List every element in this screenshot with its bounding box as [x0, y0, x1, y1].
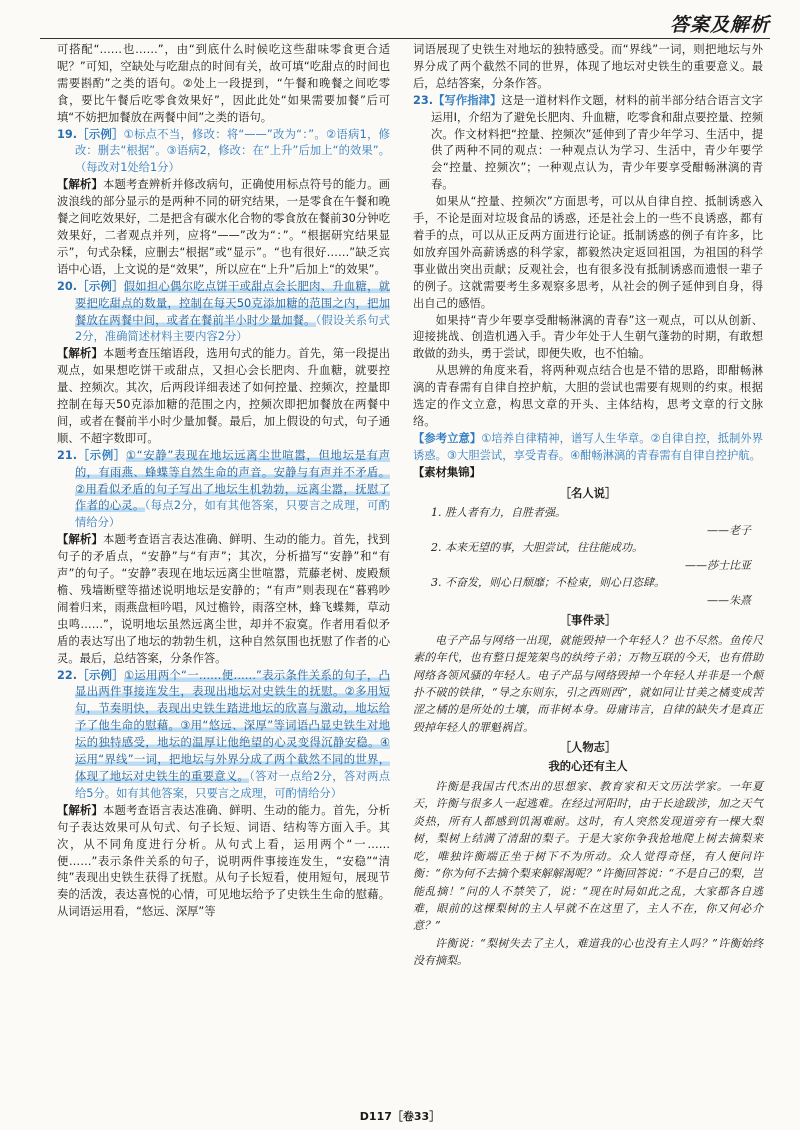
story-paragraph-1: 许衡是我国古代杰出的思想家、教育家和天文历法学家。一年夏天，许衡与很多人一起逃难。在经过河阳时，由于长途跋涉，加之天气炎热，所有人都感到饥渴难耐。这时，有人突然发现道旁有一棵大梨树，梨树上结满了清甜的梨子。于是大家你争我抢地爬上树去摘梨来吃，唯独许衡端正坐于树下不为所动。众人觉得奇怪，有人便问许衡：“你为何不去摘个梨来解解渴呢？”许衡回答说：“不是自己的梨，岂能乱摘！”问的人不禁笑了，说：“现在时局如此之乱，大家都各自逃难，眼前的这棵梨树的主人早就不在这里了，主人不在，你又何必介意？” [413, 780, 763, 933]
analysis-22 [57, 803, 390, 921]
analysis-text: 本题考查辨析并修改病句，正确使用标点符号的能力。画波浪线的部分显示的是两种不同的研究结果，一是零食在午餐和晚餐之间吃效果好，二是把含有碳水化合物的零食放在餐前30分钟吃效果好，二者观点并列，应将“——”改为“：”。“根据研究结果显示”，句式杂糅，应删去“根据”或“显示”。“也有很好……”缺乏宾语中心语，上文说的是“效果”，所以应在“上升”后加上“的效果”。 [57, 178, 390, 276]
quote-author: ——老子 [707, 523, 751, 537]
people-title: ［人物志］ [559, 741, 617, 755]
quote-text: 2. 本来无望的事，大胆尝试，往往能成功。 [431, 541, 643, 555]
right-column [413, 42, 763, 970]
example-label: ［示例］ [77, 279, 124, 293]
analysis-label: 【解析】 [57, 803, 103, 817]
quote-author: ——朱熹 [707, 593, 751, 607]
analysis-text: 本题考查压缩语段，选用句式的能力。首先，第一段提出观点，如果想吃饼干或甜点，又担心会长肥肉、升血糖，就要控量、控频次。其次，后两段详细表述了如何控量、控频次，控量即控制在每天50克添加糖的范围之内，控频次即把加餐放在两餐中间，或者在餐前半小时少量加餐。最后，加上假设的句式，句子通顺、不超字数即可。 [57, 347, 390, 445]
guide-paragraph-2: 如果从“控量、控频次”方面思考，可以从自律自控、抵制诱惑入手，不论是面对垃圾食品的诱惑，还是社会上的一些不良诱惑，都有着手的点，可以从正反两方面进行论证。抵制诱惑的例子有许多，比如放弃国外高薪诱惑的科学家，都毅然决定返回祖国，为祖国的科学事业做出突出贡献；反观社会，也有很多没有抵制诱惑而遗恨一辈子的例子。这就需要考生多观察多思考，从社会的例子延伸到自身，得出自己的感悟。 [413, 195, 763, 310]
example-answer: ①标点不当，修改：将“——”改为“：”。②语病1，修改：删去“根据”。③语病2，修改：在“上升”后加上“的效果”。（每改对1处给1分） [75, 127, 390, 175]
score-note: （假设关系句式2分，准确简述材料主要内容2分） [75, 313, 390, 344]
score-note: （每点2分，如有其他答案，只要言之成理，可酌情给分） [75, 499, 390, 530]
example-label: ［示例］ [77, 668, 124, 682]
reference-label: 【参考立意】 [413, 431, 482, 445]
continued-paragraph: 词语展现了史铁生对地坛的独特感受。而“界线”一词，则把地坛与外界分成了两个截然不同的世界，体现了地坛对史铁生的重要意义。最后，总结答案，分条作答。 [413, 43, 763, 90]
header-rule [40, 38, 770, 39]
question-number: 23. [413, 93, 434, 107]
question-number: 22. [57, 668, 78, 682]
guide-text: 这是一道材料作文题，材料的前半部分结合语言文字运用Ⅰ，介绍为了避免长肥肉、升血糖，吃零食和甜点要控量、控频次。作文材料把“控量、控频次”延伸到了青少年学习、生活中，提供了两种不同的观点：一种观点认为学习、生活中，青少年要学会“控量、控频次”；一种观点认为，青少年要享受酣畅淋漓的青春。 [431, 93, 763, 192]
question-number: 19. [57, 127, 78, 141]
reference-ideas [413, 431, 763, 465]
quotes-title: ［名人说］ [559, 486, 617, 500]
header-title: 答案及解析 [669, 14, 770, 36]
page-number: D117［卷33］ [359, 1110, 441, 1123]
story-title: 我的心还有主人 [548, 760, 628, 774]
quotes-list [413, 504, 763, 608]
analysis-label: 【解析】 [57, 178, 103, 192]
example-label: ［示例］ [77, 127, 124, 141]
example-answer: ①运用两个“一……便……”表示条件关系的句子，凸显出两件事接连发生，表现出地坛对史铁生的抚慰。②多用短句，节奏明快，表现出史铁生踏进地坛的欣喜与激动，地坛给予了他生命的慰藉。③用“悠远、深厚”等词语凸显史铁生对地坛的独特感受，地坛的温厚让他绝望的心灵变得沉静安稳。④运用“界线”一词，把地坛与外界分成了两个截然不同的世界，体现了地坛对史铁生的重要意义。 [75, 668, 390, 783]
quote-item [413, 504, 763, 539]
quote-item [413, 574, 763, 609]
guide-paragraph-3: 如果持“青少年要享受酣畅淋漓的青春”这一观点，可以从创新、迎接挑战、创造机遇入手。青少年处于人生朝气蓬勃的时期，有敢想敢做的劲头，勇于尝试，即便失败，也不怕输。 [413, 313, 763, 361]
question-22 [57, 668, 390, 803]
quote-text: 3. 不奋发，则心日颓靡；不检束，则心日恣肆。 [431, 576, 665, 590]
analysis-21 [57, 532, 390, 667]
example-label: ［示例］ [77, 448, 126, 462]
analysis-text: 本题考查语言表达准确、鲜明、生动的能力。首先，找到句子的矛盾点，“安静”与“有声”；其次，分析描写“安静”和“有声”的句子。“安静”表现在地坛远离尘世喧嚣，荒藤老树、废殿颓檐、残墙断壁等描述说明地坛是安静的；“有声”则表现在“暮鸦吵闹着归来，雨燕盘桓吟唱，风过檐铃，雨落空林，蜂飞蝶舞，草动虫鸣……”，说明地坛虽然远离尘世，却并不寂寞。作者用看似矛盾的表达写出了地坛的勃勃生机，这种自然氛围也抚慰了作者的心灵。最后，总结答案，分条作答。 [57, 533, 390, 665]
question-number: 21. [57, 448, 78, 462]
story-paragraph-2: 许衡说：“梨树失去了主人，难道我的心也没有主人吗？”许衡始终没有摘梨。 [413, 936, 763, 968]
question-19 [57, 127, 390, 178]
quote-text: 1. 胜人者有力，自胜者强。 [431, 506, 566, 520]
analysis-20 [57, 346, 390, 447]
events-text: 电子产品与网络一出现，就能毁掉一个年轻人？也不尽然。鱼传尺素的年代，也有整日提笼架鸟的纨绔子弟；万物互联的今天，也有借助网络各领风骚的年轻人。电子产品与网络毁掉一个年轻人并非是一个颠扑不破的铁律，“导之东则东，引之西则西”，就如同让甘美之橘变成苦涩之橘的是所处的土壤，而非树本身。毋庸讳言，自律的缺失才是真正毁掉年轻人的罪魁祸首。 [413, 633, 763, 734]
page-header [40, 8, 770, 38]
analysis-label: 【解析】 [57, 533, 103, 547]
continued-paragraph: 可搭配“……也……”，由“到底什么时候吃这些甜味零食更合适呢？”可知，空缺处与吃甜点的时间有关，故可填“吃甜点的时间也需要斟酌”之类的语句。②处上一段提到，“午餐和晚餐之间吃零食，要比午餐后吃零食效果好”，因此此处“如果需要加餐”后可填“不妨把加餐放在两餐中间”之类的语句。 [57, 43, 390, 124]
left-column [57, 42, 390, 921]
question-number: 20. [57, 279, 78, 293]
question-20 [57, 279, 390, 347]
reference-text: ①培养自律精神，谱写人生华章。②自律自控，抵制外界诱惑。③大胆尝试，享受青春。④酣畅淋漓的青春需有自律自控护航。 [413, 431, 763, 462]
example-answer: ①“安静”表现在地坛远离尘世喧嚣，但地坛是有声的，有雨燕、蜂蝶等自然生命的声音。安静与有声并不矛盾。②用看似矛盾的句子写出了地坛生机勃勃，远离尘嚣，抚慰了作者的心灵。 [75, 448, 390, 513]
guide-label: 【写作指津】 [433, 93, 502, 107]
example-answer: 假如担心偶尔吃点饼干或甜点会长肥肉、升血糖，就要把吃甜点的数量，控制在每天50克添加糖的范围之内，把加餐放在两餐中间，或者在餐前半小时少量加餐。 [75, 279, 390, 327]
score-note: （答对一点给2分，答对两点给5分。如有其他答案，只要言之成理，可酌情给分） [75, 769, 390, 800]
analysis-text: 本题考查语言表达准确、鲜明、生动的能力。首先，分析句子表达效果可从句式、句子长短、词语、结构等方面入手。其次，从不同角度进行分析。从句式上看，运用两个“一……便……”表示条件关系的句子，说明两件事接连发生，“安稳”“清纯”表现出史铁生获得了抚慰。从句子长短看，使用短句，展现节奏的活泼，表达喜悦的心情，可见地坛给予了史铁生生命的慰藉。从词语运用看，“悠远、深厚”等 [57, 803, 390, 919]
events-title: ［事件录］ [559, 613, 617, 627]
quote-item [413, 539, 763, 574]
analysis-19 [57, 177, 390, 278]
quote-author: ——莎士比亚 [685, 558, 751, 572]
materials-label: 【素材集锦】 [413, 465, 481, 479]
guide-paragraph-4: 从思辨的角度来看，将两种观点结合也是不错的思路，即酣畅淋漓的青春需有自律自控护航，大胆的尝试也需要有规则的约束。根据选定的作文立意，构思文章的开头、主体结构，思考文章的行文脉络。 [413, 364, 763, 428]
analysis-label: 【解析】 [57, 347, 103, 361]
question-23 [413, 93, 763, 194]
question-21 [57, 448, 390, 533]
